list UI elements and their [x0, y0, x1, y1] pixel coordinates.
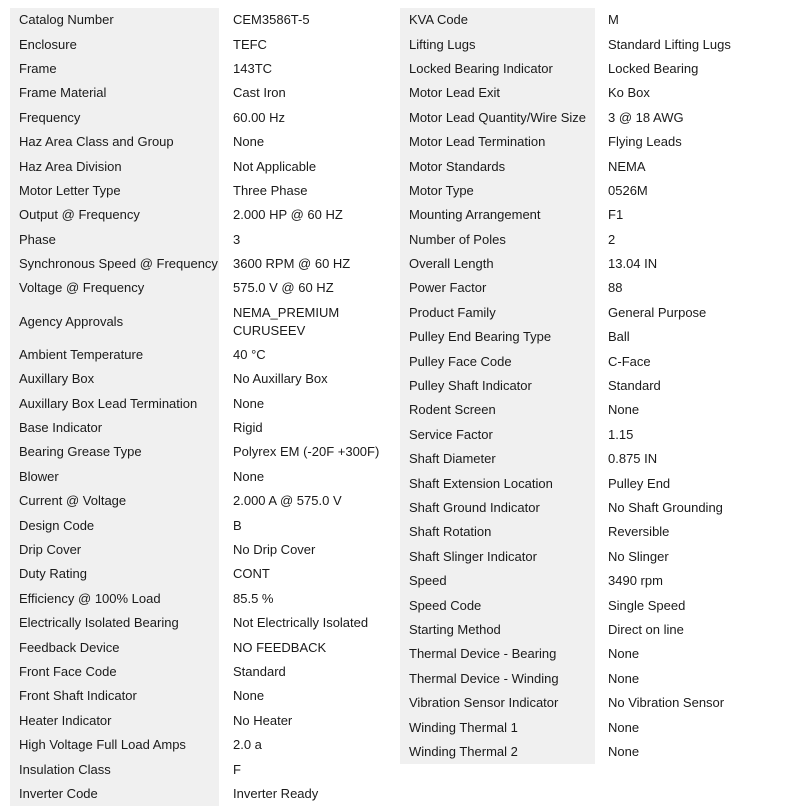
spec-value: NEMA_PREMIUM CURUSEEV	[233, 304, 340, 338]
spec-label: Rodent Screen	[400, 398, 595, 422]
spec-value: Inverter Ready	[233, 785, 319, 801]
spec-value: Cast Iron	[233, 85, 286, 101]
spec-value: Locked Bearing	[608, 60, 699, 76]
spec-label: KVA Code	[400, 8, 595, 32]
spec-row	[400, 301, 785, 325]
spec-label: Frame Material	[10, 81, 219, 105]
spec-value: 0526M	[608, 182, 648, 198]
spec-row	[10, 81, 392, 105]
spec-row	[10, 684, 392, 708]
spec-label: Heater Indicator	[10, 709, 219, 733]
spec-value: 2.000 A @ 575.0 V	[233, 493, 342, 509]
spec-row	[10, 106, 392, 130]
spec-label: Product Family	[400, 301, 595, 325]
spec-row	[10, 252, 392, 276]
spec-label: Thermal Device - Bearing	[400, 642, 595, 666]
spec-value: 60.00 Hz	[233, 109, 286, 125]
spec-label: Inverter Code	[10, 782, 219, 806]
spec-label: Catalog Number	[10, 8, 219, 32]
spec-row	[10, 8, 392, 32]
spec-row	[10, 660, 392, 684]
spec-row	[400, 471, 785, 495]
spec-value: 2.0 a	[233, 737, 262, 753]
spec-label: Shaft Extension Location	[400, 471, 595, 495]
spec-label: Shaft Rotation	[400, 520, 595, 544]
spec-label: Synchronous Speed @ Frequency	[10, 252, 219, 276]
spec-row	[400, 8, 785, 32]
spec-row	[10, 562, 392, 586]
spec-row	[400, 545, 785, 569]
spec-row	[400, 447, 785, 471]
spec-label: Ambient Temperature	[10, 343, 219, 367]
spec-row	[10, 416, 392, 440]
spec-value: NEMA	[608, 158, 646, 174]
spec-row	[400, 106, 785, 130]
spec-value: 3600 RPM @ 60 HZ	[233, 256, 351, 272]
spec-value: Direct on line	[608, 621, 684, 637]
spec-value: No Auxillary Box	[233, 371, 328, 387]
spec-row	[400, 81, 785, 105]
spec-value: None	[608, 646, 640, 662]
spec-row	[400, 618, 785, 642]
spec-value: Standard	[608, 378, 661, 394]
spec-row	[10, 228, 392, 252]
spec-value: Standard Lifting Lugs	[608, 36, 731, 52]
spec-label: Overall Length	[400, 252, 595, 276]
spec-value: 3490 rpm	[608, 573, 663, 589]
spec-label: Duty Rating	[10, 562, 219, 586]
spec-row	[10, 391, 392, 415]
spec-value: TEFC	[233, 36, 267, 52]
spec-value: No Vibration Sensor	[608, 695, 725, 711]
spec-label: Auxillary Box Lead Termination	[10, 391, 219, 415]
spec-row	[400, 228, 785, 252]
spec-label: Base Indicator	[10, 416, 219, 440]
spec-value: Ko Box	[608, 85, 650, 101]
spec-value: 1.15	[608, 426, 634, 442]
spec-value: 3	[233, 231, 241, 247]
spec-label: Bearing Grease Type	[10, 440, 219, 464]
spec-label: Starting Method	[400, 618, 595, 642]
spec-value: 85.5 %	[233, 590, 274, 606]
spec-value: F1	[608, 207, 624, 223]
spec-label: Shaft Ground Indicator	[400, 496, 595, 520]
spec-value: General Purpose	[608, 304, 707, 320]
spec-value: F	[233, 761, 241, 777]
spec-label: Speed Code	[400, 593, 595, 617]
spec-value: None	[608, 719, 640, 735]
spec-label: Motor Lead Termination	[400, 130, 595, 154]
spec-row	[400, 398, 785, 422]
spec-label: Mounting Arrangement	[400, 203, 595, 227]
spec-label: Motor Type	[400, 179, 595, 203]
spec-row	[400, 667, 785, 691]
spec-value: None	[233, 395, 265, 411]
spec-row	[10, 367, 392, 391]
spec-label: Frequency	[10, 106, 219, 130]
spec-row	[400, 276, 785, 300]
spec-row	[10, 782, 392, 806]
spec-label: Enclosure	[10, 32, 219, 56]
spec-value: 575.0 V @ 60 HZ	[233, 280, 334, 296]
spec-value: Standard	[233, 663, 286, 679]
spec-label: Current @ Voltage	[10, 489, 219, 513]
spec-value: Not Electrically Isolated	[233, 615, 369, 631]
spec-row	[10, 635, 392, 659]
spec-row	[400, 740, 785, 764]
spec-value: 40 °C	[233, 346, 266, 362]
spec-value: Pulley End	[608, 475, 671, 491]
spec-label: Speed	[400, 569, 595, 593]
spec-label: Lifting Lugs	[400, 32, 595, 56]
spec-value: Not Applicable	[233, 158, 317, 174]
spec-row	[400, 179, 785, 203]
spec-label: Auxillary Box	[10, 367, 219, 391]
spec-label: Insulation Class	[10, 757, 219, 781]
spec-value: None	[233, 468, 265, 484]
spec-label: Front Shaft Indicator	[10, 684, 219, 708]
spec-value: 3 @ 18 AWG	[608, 109, 684, 125]
spec-value: None	[608, 670, 640, 686]
spec-value: None	[608, 743, 640, 759]
spec-row	[10, 757, 392, 781]
spec-value: Three Phase	[233, 182, 308, 198]
spec-row	[10, 538, 392, 562]
spec-row	[400, 154, 785, 178]
spec-row	[10, 32, 392, 56]
spec-row	[10, 130, 392, 154]
spec-label: Power Factor	[400, 276, 595, 300]
spec-row	[400, 593, 785, 617]
spec-row	[400, 569, 785, 593]
spec-row	[400, 203, 785, 227]
spec-row	[400, 32, 785, 56]
spec-label: Number of Poles	[400, 228, 595, 252]
spec-label: Shaft Slinger Indicator	[400, 545, 595, 569]
spec-label: Vibration Sensor Indicator	[400, 691, 595, 715]
spec-value: 88	[608, 280, 623, 296]
spec-value: CONT	[233, 566, 270, 582]
spec-value: CEM3586T-5	[233, 12, 310, 28]
spec-row	[10, 611, 392, 635]
spec-value: M	[608, 12, 619, 28]
spec-label: Pulley Shaft Indicator	[400, 374, 595, 398]
spec-row	[400, 325, 785, 349]
spec-value: Polyrex EM (-20F +300F)	[233, 444, 380, 460]
spec-label: Motor Lead Quantity/Wire Size	[400, 106, 595, 130]
spec-row	[10, 57, 392, 81]
spec-label: Pulley Face Code	[400, 349, 595, 373]
spec-label: Electrically Isolated Bearing	[10, 611, 219, 635]
spec-label: Motor Standards	[400, 154, 595, 178]
spec-row	[10, 343, 392, 367]
spec-value: None	[608, 402, 640, 418]
spec-value: Flying Leads	[608, 134, 682, 150]
spec-label: Pulley End Bearing Type	[400, 325, 595, 349]
spec-row	[10, 276, 392, 300]
spec-table-right	[400, 8, 785, 764]
spec-value: Rigid	[233, 420, 263, 436]
spec-label: Thermal Device - Winding	[400, 667, 595, 691]
spec-label: High Voltage Full Load Amps	[10, 733, 219, 757]
spec-label: Front Face Code	[10, 660, 219, 684]
spec-row	[400, 691, 785, 715]
spec-label: Motor Lead Exit	[400, 81, 595, 105]
spec-row	[10, 489, 392, 513]
spec-label: Efficiency @ 100% Load	[10, 587, 219, 611]
spec-row	[10, 179, 392, 203]
spec-row	[10, 465, 392, 489]
spec-row	[10, 203, 392, 227]
spec-label: Feedback Device	[10, 635, 219, 659]
spec-row	[400, 130, 785, 154]
spec-label: Voltage @ Frequency	[10, 276, 219, 300]
spec-row	[400, 57, 785, 81]
spec-label: Shaft Diameter	[400, 447, 595, 471]
spec-value: No Shaft Grounding	[608, 500, 723, 515]
spec-row	[400, 715, 785, 739]
spec-value: 13.04 IN	[608, 256, 658, 272]
spec-value: 2	[608, 231, 616, 247]
spec-value: NO FEEDBACK	[233, 639, 327, 655]
spec-label: Winding Thermal 1	[400, 715, 595, 739]
spec-row	[400, 252, 785, 276]
spec-value: 143TC	[233, 60, 273, 76]
spec-label: Output @ Frequency	[10, 203, 219, 227]
spec-value: 2.000 HP @ 60 HZ	[233, 207, 343, 223]
spec-row	[10, 709, 392, 733]
spec-value: 0.875 IN	[608, 451, 658, 467]
spec-row	[400, 374, 785, 398]
spec-value: No Drip Cover	[233, 542, 316, 557]
spec-value: No Heater	[233, 712, 293, 728]
spec-value: None	[233, 688, 265, 704]
spec-label: Blower	[10, 465, 219, 489]
spec-row	[10, 733, 392, 757]
spec-row	[400, 520, 785, 544]
spec-label: Drip Cover	[10, 538, 219, 562]
spec-row	[400, 423, 785, 447]
spec-row	[10, 513, 392, 537]
spec-value: Ball	[608, 329, 630, 345]
spec-row	[10, 301, 392, 343]
spec-label: Haz Area Division	[10, 154, 219, 178]
spec-row	[10, 440, 392, 464]
spec-value: B	[233, 517, 242, 533]
spec-label: Design Code	[10, 513, 219, 537]
spec-table-left	[10, 8, 392, 806]
spec-label: Locked Bearing Indicator	[400, 57, 595, 81]
spec-label: Phase	[10, 228, 219, 252]
spec-row	[400, 642, 785, 666]
spec-label: Service Factor	[400, 423, 595, 447]
spec-label: Frame	[10, 57, 219, 81]
spec-row	[10, 154, 392, 178]
spec-value: Reversible	[608, 524, 670, 540]
spec-value: C-Face	[608, 353, 651, 369]
spec-label: Haz Area Class and Group	[10, 130, 219, 154]
spec-label: Motor Letter Type	[10, 179, 219, 203]
spec-value: None	[233, 134, 265, 150]
spec-value: No Slinger	[608, 548, 669, 564]
spec-row	[400, 496, 785, 520]
spec-row	[400, 349, 785, 373]
spec-row	[10, 587, 392, 611]
spec-value: Single Speed	[608, 597, 686, 613]
spec-label: Winding Thermal 2	[400, 740, 595, 764]
spec-label: Agency Approvals	[10, 301, 219, 343]
